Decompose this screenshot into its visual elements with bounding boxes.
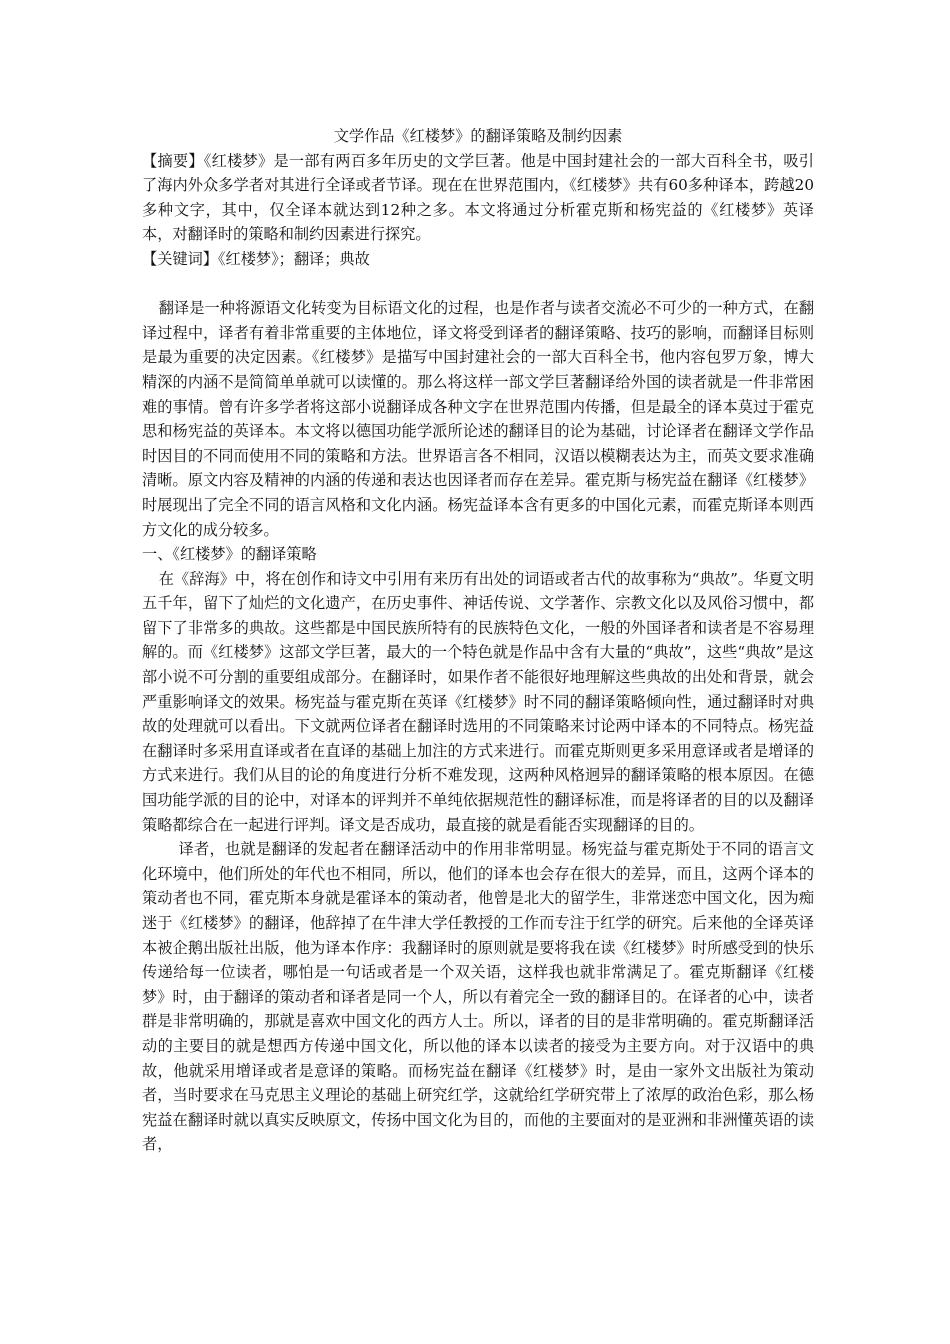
document-title: 文学作品《红楼梦》的翻译策略及制约因素 xyxy=(333,127,623,145)
blank-line xyxy=(142,272,814,297)
abstract-paragraph: 【摘要】《红楼梦》是一部有两百多年历史的文学巨著。他是中国封建社会的一部大百科全书，吸引了海内外众多学者对其进行全译或者节译。现在在世界范围内，《红楼梦》共有60多种译本，跨越20多种文字，其中，仅全译本就达到12种之多。本文将通过分析霍克斯和杨宪益的《红楼梦》英译本，对翻译时的策略和制约因素进行探究。 xyxy=(142,151,814,244)
document-page xyxy=(142,124,814,1157)
keywords-line: 【关键词】《红楼梦》；翻译；典故 xyxy=(142,249,370,268)
intro-paragraph: 翻译是一种将源语文化转变为目标语文化的过程，也是作者与读者交流必不可少的一种方式，在翻译过程中，译者有着非常重要的主体地位，译文将受到译者的翻译策略、技巧的影响，而翻译目标则是最为重要的决定因素。《红楼梦》是描写中国封建社会的一部大百科全书，他内容包罗万象，博大精深的内涵不是简简单单就可以读懂的。那么将这样一部文学巨著翻译给外国的读者就是一件非常困难的事情。曾有许多学者将这部小说翻译成各种文字在世界范围内传播，但是最全的译本莫过于霍克思和杨宪益的英译本。本文将以德国功能学派所论述的翻译目的论为基础，讨论译者在翻译文学作品时因目的不同而使用不同的策略和方法。世界语言各不相同，汉语以模糊表达为主，而英文要求准确清晰。原文内容及精神的内涵的传递和表达也因译者而存在差异。霍克斯与杨宪益在翻译《红楼梦》时展现出了完全不同的语言风格和文化内涵。杨宪益译本含有更多的中国化元素，而霍克斯译本则西方文化的成分较多。 xyxy=(142,299,814,539)
section-heading: 一、《红楼梦》的翻译策略 xyxy=(142,545,317,564)
body-paragraph: 在《辞海》中，将在创作和诗文中引用有来历有出处的词语或者古代的故事称为“典故”。华夏文明五千年，留下了灿烂的文化遗产，在历史事件、神话传说、文学著作、宗教文化以及风俗习惯中，都留下了非常多的典故。这些都是中国民族所特有的民族特色文化，一般的外国译者和读者是不容易理解的。而《红楼梦》这部文学巨著，最大的一个特色就是作品中含有大量的“典故”，这些“典故”是这部小说不可分割的重要组成部分。在翻译时，如果作者不能很好地理解这些典故的出处和背景，就会严重影响译文的效果。杨宪益与霍克斯在英译《红楼梦》时不同的翻译策略倾向性，通过翻译时对典故的处理就可以看出。下文就两位译者在翻译时选用的不同策略来讨论两中译本的不同特点。杨宪益在翻译时多采用直译或者在直译的基础上加注的方式来进行。而霍克斯则更多采用意译或者是增译的方式来进行。我们从目的论的角度进行分析不难发现，这两种风格迥异的翻译策略的根本原因。在德国功能学派的目的论中，对译本的评判并不单纯依据规范性的翻译标准，而是将译者的目的以及翻译策略都综合在一起进行评判。译文是否成功，最直接的就是看能否实现翻译的目的。 xyxy=(142,569,814,834)
body-paragraph: 译者，也就是翻译的发起者在翻译活动中的作用非常明显。杨宪益与霍克斯处于不同的语言文化环境中，他们所处的年代也不相同，所以，他们的译本也会存在很大的差异，而且，这两个译本的策动者也不同，霍克斯本身就是霍译本的策动者，他曾是北大的留学生，非常迷恋中国文化，因为痴迷于《红楼梦》的翻译，他辞掉了在牛津大学任教授的工作而专注于红学的研究。后来他的全译英译本被企鹅出版社出版，他为译本作序：我翻译时的原则就是要将我在读《红楼梦》时所感受到的快乐传递给每一位读者，哪怕是一句话或者是一个双关语，这样我也就非常满足了。霍克斯翻译《红楼梦》时，由于翻译的策动者和译者是同一个人，所以有着完全一致的翻译目的。在译者的心中，读者群是非常明确的，那就是喜欢中国文化的西方人士。所以，译者的目的是非常明确的。霍克斯翻译活动的主要目的就是想西方传递中国文化，所以他的译本以读者的接受为主要方向。对于汉语中的典故，他就采用增译或者是意译的策略。而杨宪益在翻译《红楼梦》时，是由一家外文出版社为策动者，当时要求在马克思主义理论的基础上研究红学，这就给红学研究带上了浓厚的政治色彩，那么杨宪益在翻译时就以真实反映原文，传扬中国文化为目的，而他的主要面对的是亚洲和非洲懂英语的读者， xyxy=(142,840,814,1154)
